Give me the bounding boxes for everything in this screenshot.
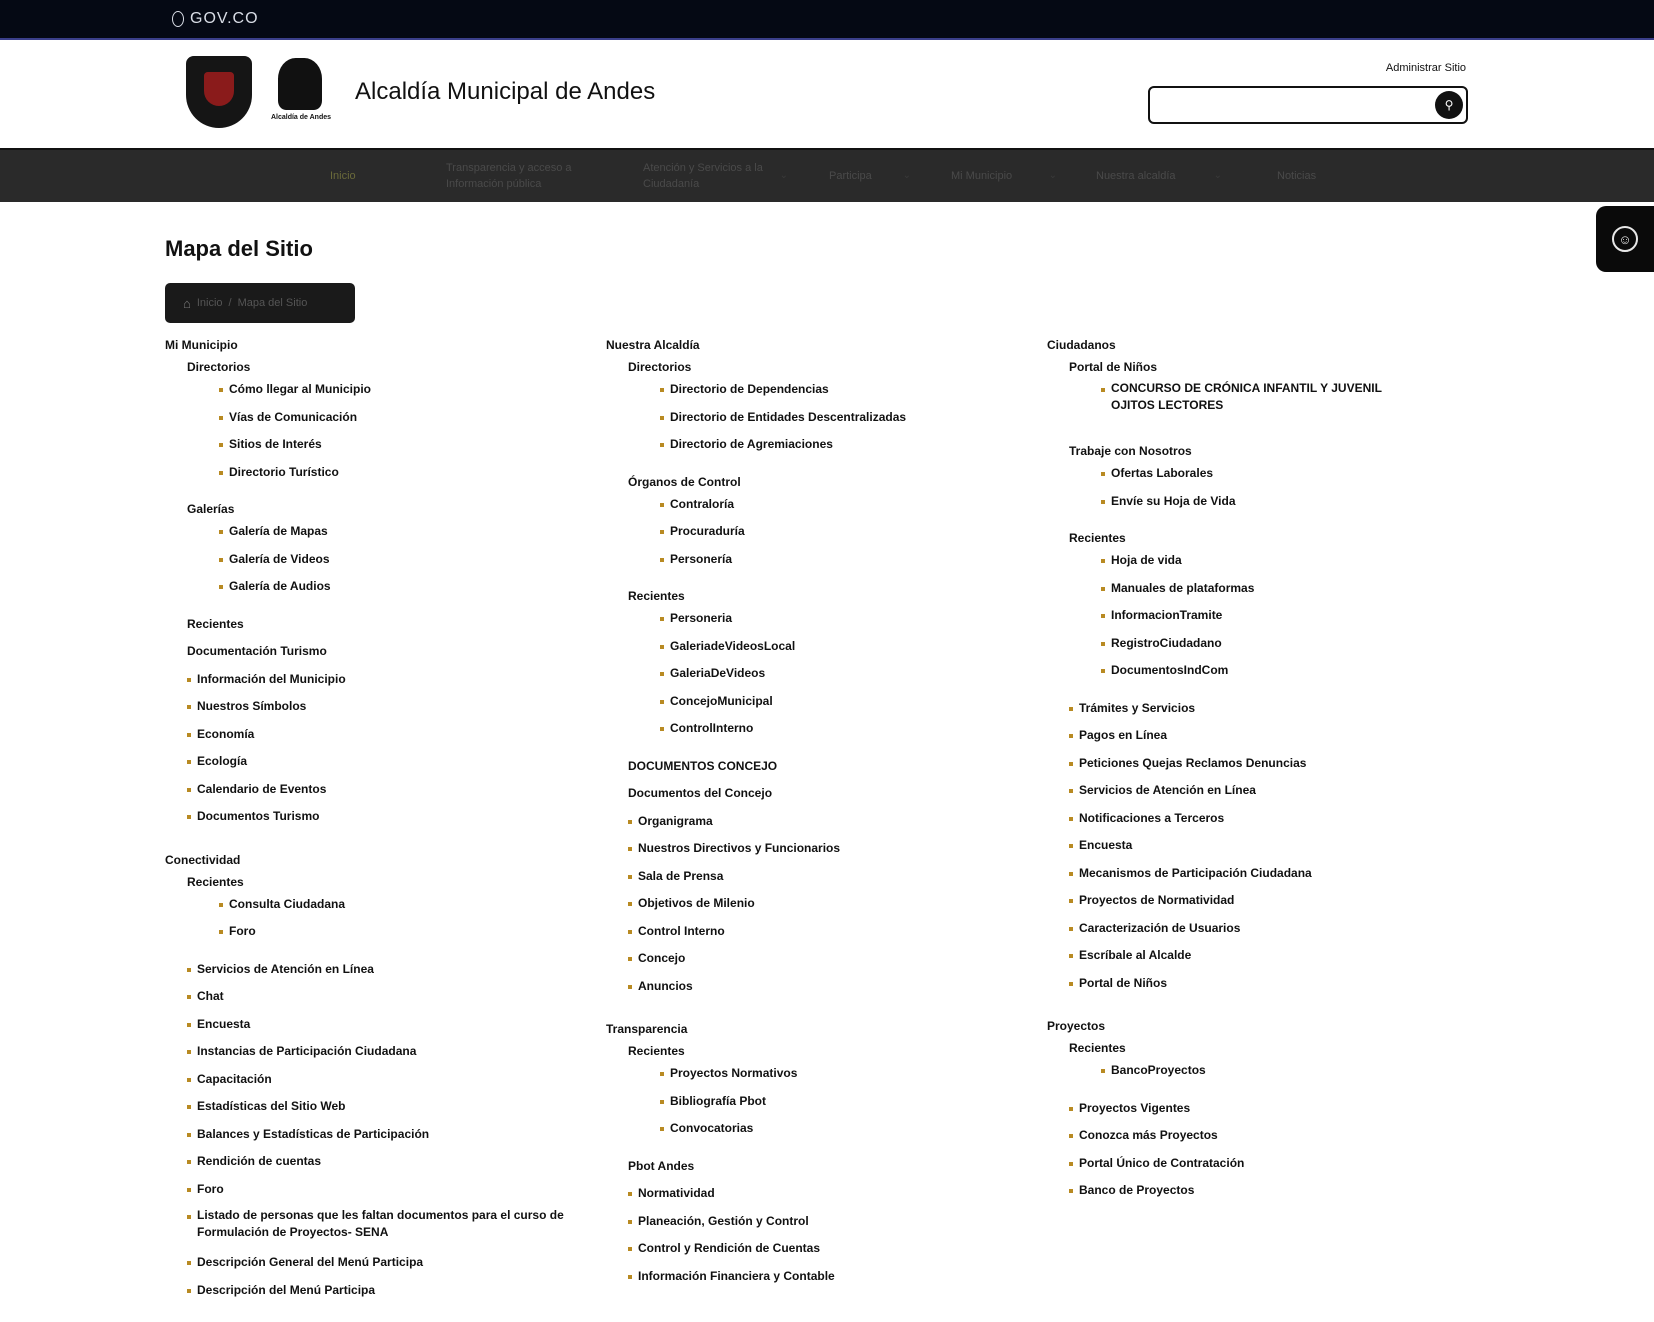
chevron-down-icon: ⌄ [902, 170, 911, 181]
list-item[interactable]: ControlInterno [660, 717, 1026, 745]
list-item[interactable]: Contraloría [660, 493, 1026, 521]
list-item[interactable]: Control Interno [628, 920, 1026, 948]
list-item[interactable]: Personería [660, 548, 1026, 576]
breadcrumb-current: Mapa del Sitio [237, 297, 308, 309]
gov-co-text: GOV.CO [190, 10, 259, 27]
group-title[interactable]: Documentación Turismo [187, 644, 327, 658]
list-item[interactable]: Descripción del Menú Participa [187, 1279, 585, 1307]
list-item[interactable]: Envíe su Hoja de Vida [1101, 490, 1467, 518]
list-item[interactable]: Hoja de vida [1101, 549, 1467, 577]
list-item[interactable]: Personeria [660, 607, 1026, 635]
search-icon: ⚲ [1444, 98, 1454, 112]
list-item[interactable]: DocumentosIndCom [1101, 659, 1467, 687]
list-item[interactable]: Directorio Turístico [219, 461, 585, 489]
gov-co-logo[interactable] [172, 8, 259, 30]
list-item[interactable]: Objetivos de Milenio [628, 892, 1026, 920]
search-button[interactable] [1435, 91, 1463, 119]
list-item[interactable]: Nuestros Directivos y Funcionarios [628, 837, 1026, 865]
list-item[interactable]: Directorio de Dependencias [660, 378, 1026, 406]
list-item[interactable]: Caracterización de Usuarios [1069, 917, 1467, 945]
list-item[interactable]: GaleriadeVideosLocal [660, 635, 1026, 663]
list-item[interactable]: ConcejoMunicipal [660, 690, 1026, 718]
list-item[interactable]: Anuncios [628, 975, 1026, 1003]
section-title[interactable]: Mi Municipio [165, 338, 238, 352]
admin-site-link[interactable]: Administrar Sitio [1385, 62, 1466, 74]
accessibility-button[interactable] [1596, 206, 1654, 272]
list-item[interactable]: Planeación, Gestión y Control [628, 1210, 1026, 1238]
list-item[interactable]: Consulta Ciudadana [219, 893, 585, 921]
list-item[interactable]: Bibliografía Pbot [660, 1090, 1026, 1118]
logo-caption: Alcaldía de Andes [270, 114, 332, 121]
list-item[interactable]: CONCURSO DE CRÓNICA INFANTIL Y JUVENIL OJITOS LECTORES [1101, 378, 1411, 430]
sitemap-section [1047, 1015, 1467, 1207]
chevron-down-icon: ⌄ [1048, 170, 1057, 181]
list-item[interactable]: Vías de Comunicación [219, 406, 585, 434]
nav-item-transparencia[interactable]: Transparencia y acceso a Información pública [446, 162, 572, 190]
group-title[interactable]: Recientes [628, 1044, 685, 1058]
group-title[interactable]: Directorios [187, 360, 251, 374]
nav-item-inicio[interactable]: Inicio [330, 170, 356, 182]
list-item[interactable]: Galería de Audios [219, 575, 585, 603]
breadcrumb-separator: / [228, 297, 232, 309]
list-item[interactable]: Trámites y Servicios [1069, 697, 1467, 725]
list-item[interactable]: Nuestros Símbolos [187, 695, 585, 723]
group-title[interactable]: Recientes [187, 874, 244, 889]
list-item[interactable]: Pagos en Línea [1069, 724, 1467, 752]
list-item[interactable]: Sitios de Interés [219, 433, 585, 461]
sitemap-section [606, 1018, 1026, 1292]
list-item[interactable]: Encuesta [1069, 834, 1467, 862]
list-item[interactable]: RegistroCiudadano [1101, 632, 1467, 660]
site-name[interactable]: Alcaldía Municipal de Andes [355, 78, 656, 105]
nav-item-atencion[interactable]: Atención y Servicios a la Ciudadanía ⌄ [643, 162, 788, 190]
group-title[interactable]: Trabaje con Nosotros [1069, 444, 1192, 458]
group-title[interactable]: Órganos de Control [628, 474, 741, 489]
site-header [0, 40, 1654, 146]
group-title[interactable]: Directorios [628, 360, 692, 374]
nav-item-participa[interactable]: Participa ⌄ [829, 170, 911, 182]
section-title[interactable]: Ciudadanos [1047, 338, 1116, 352]
list-item[interactable]: GaleriaDeVideos [660, 662, 1026, 690]
list-item[interactable]: Proyectos Normativos [660, 1062, 1026, 1090]
group-title[interactable]: Recientes [1069, 531, 1126, 545]
group-title[interactable]: DOCUMENTOS CONCEJO [628, 758, 778, 773]
list-item[interactable]: Portal Único de Contratación [1069, 1152, 1467, 1180]
list-item[interactable]: Encuesta [187, 1013, 585, 1041]
section-title[interactable]: Conectividad [165, 852, 241, 867]
sitemap-section [165, 849, 585, 1307]
list-item[interactable]: Calendario de Eventos [187, 778, 585, 806]
list-item[interactable]: Manuales de plataformas [1101, 577, 1467, 605]
list-item[interactable]: Información Financiera y Contable [628, 1265, 1026, 1293]
list-item[interactable]: Balances y Estadísticas de Participación [187, 1123, 585, 1151]
list-item[interactable]: Servicios de Atención en Línea [1069, 779, 1467, 807]
list-item[interactable]: Instancias de Participación Ciudadana [187, 1040, 585, 1068]
section-title[interactable]: Transparencia [606, 1022, 688, 1036]
list-item[interactable]: Servicios de Atención en Línea [187, 958, 585, 986]
sitemap-column-mi-municipio [165, 334, 585, 1322]
main-nav [0, 148, 1654, 202]
list-item[interactable]: Foro [219, 920, 585, 948]
group-title[interactable]: Galerías [187, 502, 235, 516]
list-item[interactable]: Proyectos Vigentes [1069, 1097, 1467, 1125]
list-item[interactable]: Proyectos de Normatividad [1069, 889, 1467, 917]
group-title[interactable]: Recientes [1069, 1041, 1126, 1055]
group-title[interactable]: Recientes [628, 589, 685, 603]
list-item[interactable]: Foro [187, 1178, 585, 1206]
andes-emblem-icon [278, 58, 322, 110]
sitemap-column-nuestra-alcaldia [606, 334, 1026, 1308]
list-item[interactable]: Galería de Videos [219, 548, 585, 576]
list-item[interactable]: Conozca más Proyectos [1069, 1124, 1467, 1152]
nav-item-noticias[interactable]: Noticias [1277, 170, 1317, 182]
list-item[interactable]: Convocatorias [660, 1117, 1026, 1145]
list-item[interactable]: Directorio de Entidades Descentralizadas [660, 406, 1026, 434]
list-item[interactable]: Listado de personas que les faltan documentos para el curso de Formulación de Proyectos- SENA [187, 1205, 585, 1251]
accessibility-icon: ☺ [1612, 226, 1638, 252]
chevron-down-icon: ⌄ [779, 170, 788, 181]
list-item[interactable]: Economía [187, 723, 585, 751]
list-item[interactable]: Directorio de Agremiaciones [660, 433, 1026, 461]
list-item[interactable]: Concejo [628, 947, 1026, 975]
group-title[interactable]: Recientes [187, 616, 244, 631]
list-item[interactable]: Ecología [187, 750, 585, 778]
list-item[interactable]: Capacitación [187, 1068, 585, 1096]
sitemap-section [606, 334, 1026, 1002]
search-input[interactable] [1148, 86, 1468, 124]
nav-item-mi-municipio[interactable]: Mi Municipio ⌄ [951, 170, 1057, 182]
home-icon[interactable]: ⌂ [183, 295, 191, 311]
page-title: Mapa del Sitio [165, 236, 313, 261]
chevron-down-icon: ⌄ [1213, 170, 1222, 181]
list-item[interactable]: Portal de Niños [1069, 972, 1467, 1000]
group-title[interactable]: Portal de Niños [1069, 360, 1158, 374]
list-item[interactable]: Procuraduría [660, 520, 1026, 548]
list-item[interactable]: Peticiones Quejas Reclamos Denuncias [1069, 752, 1467, 780]
andes-municipal-logo[interactable] [266, 54, 336, 126]
breadcrumb [165, 283, 355, 323]
group-title[interactable]: Pbot Andes [628, 1158, 695, 1173]
list-item[interactable]: Sala de Prensa [628, 865, 1026, 893]
nav-item-nuestra-alcaldia[interactable]: Nuestra alcaldía ⌄ [1096, 170, 1222, 182]
list-item[interactable]: Galería de Mapas [219, 520, 585, 548]
section-title[interactable]: Proyectos [1047, 1019, 1106, 1033]
list-item[interactable]: Notificaciones a Terceros [1069, 807, 1467, 835]
group-title[interactable]: Documentos del Concejo [628, 786, 773, 800]
list-item[interactable]: Información del Municipio [187, 668, 585, 696]
gov-co-icon [172, 11, 184, 27]
list-item[interactable]: Chat [187, 985, 585, 1013]
list-item[interactable]: Normatividad [628, 1182, 1026, 1210]
list-item[interactable]: Ofertas Laborales [1101, 462, 1467, 490]
list-item[interactable]: Rendición de cuentas [187, 1150, 585, 1178]
list-item[interactable]: Documentos Turismo [187, 805, 585, 833]
list-item[interactable]: Organigrama [628, 810, 1026, 838]
breadcrumb-home[interactable]: Inicio [196, 297, 223, 309]
sitemap-section [1047, 334, 1467, 999]
list-item[interactable]: Banco de Proyectos [1069, 1179, 1467, 1207]
list-item[interactable]: Control y Rendición de Cuentas [628, 1237, 1026, 1265]
sitemap-column-ciudadanos [1047, 334, 1467, 1223]
section-title[interactable]: Nuestra Alcaldía [606, 338, 700, 352]
colombia-coat-of-arms-logo[interactable] [186, 56, 252, 128]
list-item[interactable]: InformacionTramite [1101, 604, 1467, 632]
gov-bar [0, 0, 1654, 40]
sitemap-section [165, 334, 585, 833]
list-item[interactable]: BancoProyectos [1101, 1059, 1467, 1087]
list-item[interactable]: Escríbale al Alcalde [1069, 944, 1467, 972]
list-item[interactable]: Estadísticas del Sitio Web [187, 1095, 585, 1123]
list-item[interactable]: Descripción General del Menú Participa [187, 1251, 585, 1279]
list-item[interactable]: Cómo llegar al Municipio [219, 378, 585, 406]
list-item[interactable]: Mecanismos de Participación Ciudadana [1069, 862, 1467, 890]
